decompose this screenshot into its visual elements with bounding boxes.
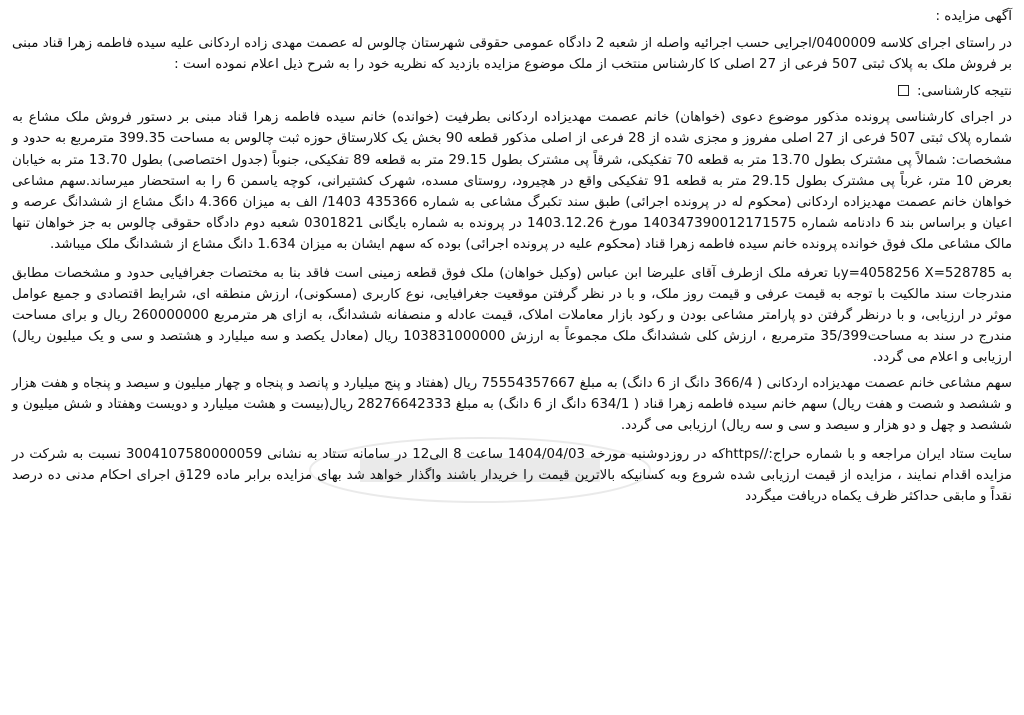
paragraph-valuation: به y=4058256 X=528785با تعرفه ملک ازطرف آقای علیرضا ابن عباس (وکیل خواهان) ملک فوق قطعه زمینی است فاقد بنا به مختصات جغرافیایی حدود و مشخصات مطابق مندرجات سند مالکیت با توجه به قیمت عرفی و قیمت روز ملک، و با در نظر گرفتن موقعیت جغرافیایی، نوع کاربری (مسکونی)، ارزش منطقه ای، شرایط اقتصادی و جمیع عوامل موثر در ارزیابی، و با درنظر گرفتن دو پارامتر مشاعی بودن و رکود بازار معاملات املاک، قیمت عادله و منصفانه ششدانگ، به ازای هر مترمربع 260000000 ریال و برای مساحت مندرج در سند به مساحت35/399 مترمربع ، ارزش کلی ششدانگ ملک مجموعاً به ارزش 103831000000 ریال (معادل یکصد و سه میلیارد و هشتصد و سی و یک میلیون ریال) ارزیابی و اعلام می گردد. (12, 266, 1012, 366)
expert-result-label: نتیجه کارشناسی: (916, 84, 1012, 100)
expert-result-heading (12, 81, 1012, 102)
paragraph-expert-opinion: در اجرای کارشناسی پرونده مذکور موضوع دعوی (خواهان) خانم عصمت مهدیزاده اردکانی بطرفیت (خوانده) خانم سیده فاطمه زهرا قناد مبنی بر دستور فروش ملک مشاع به شماره پلاک ثبتی 507 فرعی از 27 اصلی مفروز و مجزی شده از 28 فرعی از اصلی مذکور قطعه 90 بخش یک کلارستاق حوزه ثبت چالوس به مساحت 399.35 مترمربع به حدود و مشخصات: شمالاً پی مشترک بطول 13.70 متر به قطعه 70 تفکیکی، شرقاً پی مشترک بطول 29.15 متر به قطعه 89 تفکیکی، جنوباً (جدول اختصاصی) بطول 13.70 متر به خیابان بعرض 10 متر، غرباً پی مشترک بطول 29.15 متر به قطعه 91 تفکیکی واقع در هچیرود، روستای مسده، شهرک کشتیرانی، کوچه یاسمن 6 را به استحضار میرساند.سهم مشاعی خواهان خانم عصمت مهدیزاده اردکانی (محکوم له در پرونده اجرائی) طبق سند تکبرگ مشاعی به شماره 435366 1403/ الف به میزان 4.366 دانگ مشاع از ششدانگ عرصه و اعیان و براساس بند 6 دادنامه شماره 140347390012171575 مورخ 1403.12.26 در پرونده به شماره بایگانی 0301821 شعبه دوم دادگاه حقوقی چالوس به جز خواهان تنها مالک مشاعی ملک فوق خوانده پرونده خانم سیده فاطمه زهرا قناد (محکوم علیه در پرونده اجرائی) بوده که سهم ایشان به میزان 1.634 دانگ مشاع از ششدانگ ملک میباشد. (12, 110, 1013, 252)
paragraph-auction-details: سایت ستاد ایران مراجعه و با شماره حراج://httpsکه در روزدوشنبه مورخه 1404/04/03 ساعت 8 الی12 در سامانه ستاد به نشانی 3004107580000059 نسبت به شرکت در مزایده اقدام نمایند ، مزایده از قیمت ارزیابی شده شروع وبه کسانیکه بالاترین قیمت را خریدار باشند واگذار خواهد شد بهای مزایده برابر ماده 129ق اجرای احکام مدنی ده درصد نقداً و مابقی حداکثر ظرف یکماه دریافت میگردد (12, 446, 1013, 504)
notice-title: آگهی مزایده : (935, 9, 1012, 24)
checkbox-icon (898, 85, 909, 96)
paragraph-share-values: سهم مشاعی خانم عصمت مهدیزاده اردکانی ( 366/4 دانگ از 6 دانگ) به مبلغ 75554357667 ریال (هفتاد و پنج میلیارد و پانصد و پنجاه و چهار میلیون و سیصد و پنجاه و هفت هزار و ششصد و شصت و هفت ریال) سهم خانم سیده فاطمه زهرا قناد ( 634/1 دانگ از 6 دانگ) به مبلغ 28276642333 ریال(بیست و هشت میلیارد و دویست وهفتاد و شش میلیون و ششصد و چهل و دو هزار و سیصد و سی و سه ریال) ارزیابی می گردد. (12, 375, 1013, 433)
notice-intro: در راستای اجرای کلاسه 0400009/اجرایی حسب اجرائیه واصله از شعبه 2 دادگاه عمومی حقوقی شهرستان چالوس له عصمت مهدی زاده اردکانی علیه سیده فاطمه زهرا قناد مبنی بر فروش ملک به پلاک ثبتی 507 فرعی از 27 اصلی کا کارشناس منتخب از ملک موضوع مزایده بازدید که نظریه خود را به شرح ذیل اعلام نموده است : (12, 36, 1012, 73)
